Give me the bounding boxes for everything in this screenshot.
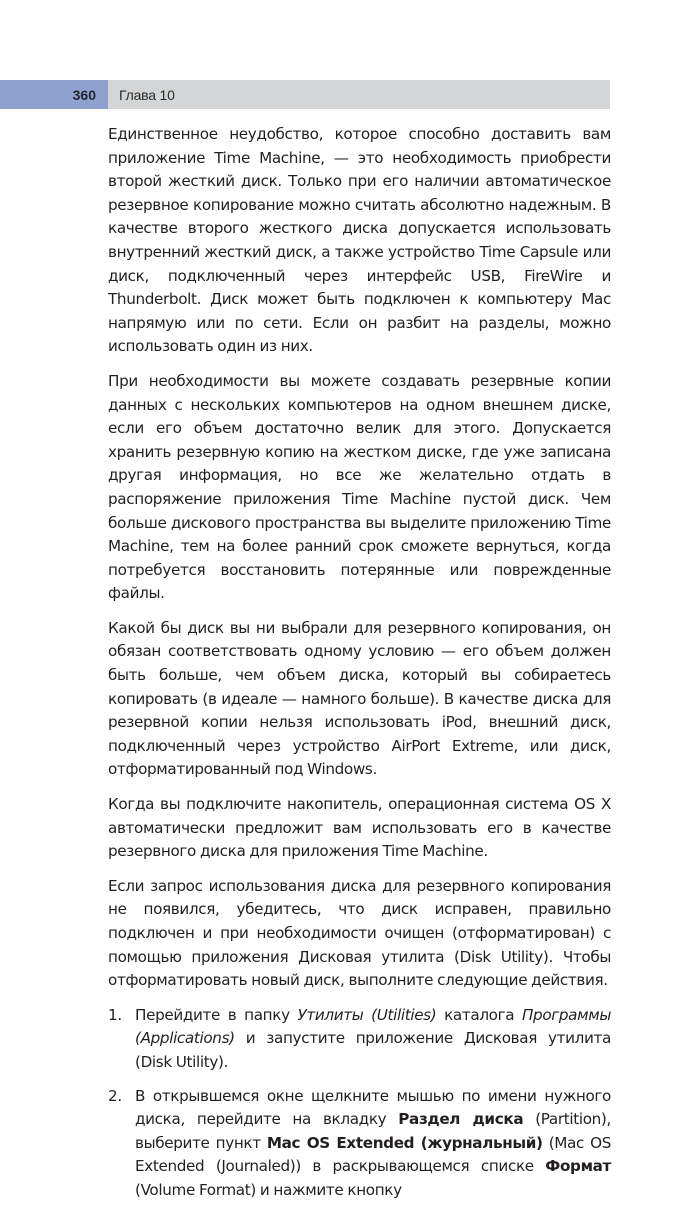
step-number: 2. xyxy=(108,1086,122,1105)
step-text-italic: Утилиты (Utilities) xyxy=(297,1005,437,1024)
paragraph-1: Единственное неудобство, которое способно доставить вам приложение Time Machine, — это необходимость приобрести второй жесткий диск. Только при его наличии автоматическое резервное копирование можно считать абсолютно надежным. В качестве второго жесткого диска допускается использовать внутренний жесткий диск, а также устройство Time Capsule или диск, подключенный через интерфейс USB, FireWire и Thunderbolt. Диск может быть подключен к компьютеру Mac напрямую или по сети. Если он разбит на разделы, можно использовать один из них. xyxy=(108,125,611,356)
step-2 xyxy=(108,1085,611,1203)
step-1 xyxy=(108,1004,611,1075)
step-text-segment: (Mac OS Extended (Journaled)) в раскрывающемся списке xyxy=(135,1133,611,1176)
step-text-segment: Перейдите в папку xyxy=(135,1005,298,1024)
paragraph-4: Когда вы подключите накопитель, операционная система OS X автоматически предложит вам использовать его в качестве резервного диска для приложения Time Machine. xyxy=(108,795,611,861)
step-text-segment: и запустите приложение Дисковая утилита (Disk Utility). xyxy=(135,1029,611,1071)
step-number: 1. xyxy=(108,1005,122,1024)
step-text-segment: В открывшемся окне щелкните мышью по имени нужного диска, перейдите на вкладку xyxy=(135,1086,611,1129)
step-text xyxy=(135,1004,611,1075)
step-text-segment: каталога xyxy=(436,1005,522,1024)
step-text-bold: Mac OS Extended (журнальный) xyxy=(266,1133,543,1152)
step-text-segment: (Volume Format) и нажмите кнопку xyxy=(135,1180,402,1199)
chapter-band xyxy=(108,80,610,109)
page-body xyxy=(108,123,611,1213)
page-number: 360 xyxy=(72,86,96,103)
chapter-title: Глава 10 xyxy=(119,86,175,103)
paragraph-3: Какой бы диск вы ни выбрали для резервного копирования, он обязан соответствовать одному условию — его объем должен быть больше, чем объем диска, который вы собираетесь копировать (в идеале — намного больше). В качестве диска для резервной копии нельзя использовать iPod, внешний диск, подключенный через устройство AirPort Extreme, или диск, отформатированный под Windows. xyxy=(108,618,611,779)
page-number-band xyxy=(0,80,108,109)
step-text xyxy=(135,1085,611,1203)
step-text-bold: Формат xyxy=(545,1157,611,1176)
step-text-segment: (Partition), выберите пункт xyxy=(135,1110,611,1152)
step-text-italic: Программы (Applications) xyxy=(135,1005,611,1048)
paragraph-5: Если запрос использования диска для резервного копирования не появился, убедитесь, что диск исправен, правильно подключен и при необходимости очищен (отформатирован) с помощью приложения Дисковая утилита (Disk Utility). Чтобы отформатировать новый диск, выполните следующие действия. xyxy=(108,876,611,990)
running-header xyxy=(0,80,610,109)
paragraph-2: При необходимости вы можете создавать резервные копии данных с нескольких компьютеров на одном внешнем диске, если его объем достаточно велик для этого. Допускается хранить резервную копию на жестком диске, где уже записана другая информация, но все же желательно отдать в распоряжение приложения Time Machine пустой диск. Чем больше дискового пространства вы выделите приложению Time Machine, тем на более ранний срок сможете вернуться, когда потребуется восстановить потерянные или поврежденные файлы. xyxy=(108,371,611,603)
step-text-bold: Раздел диска xyxy=(398,1110,524,1129)
